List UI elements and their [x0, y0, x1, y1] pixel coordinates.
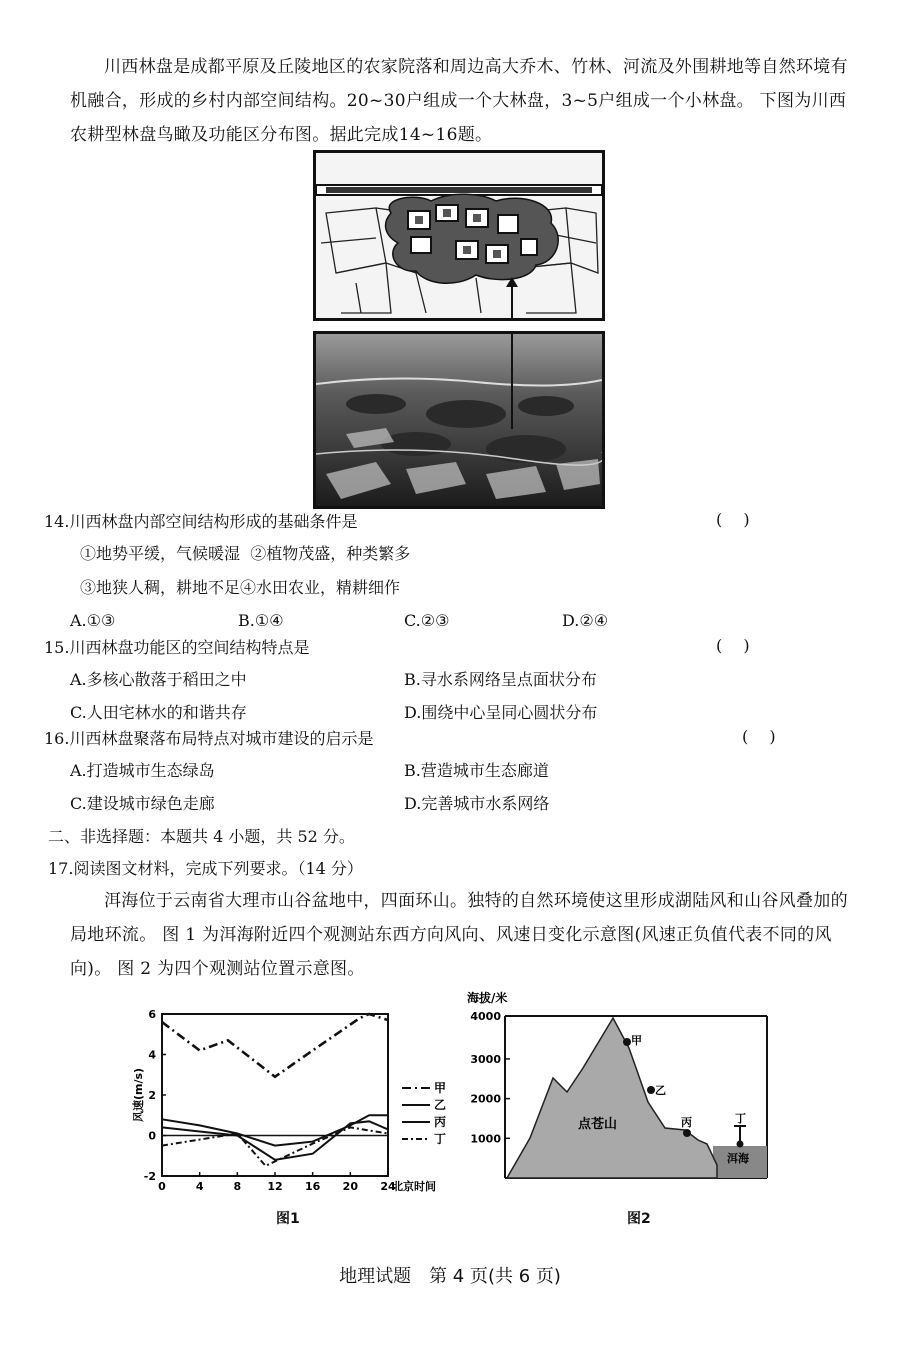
x-tick-label: 12 — [267, 1180, 283, 1193]
question-15-option-c[interactable]: C.人田宅林水的和谐共存 — [70, 703, 247, 722]
question-17-stem: 17.阅读图文材料，完成下列要求。（14 分） — [48, 859, 363, 878]
question-14-statement-3-4: ③地狭人稠，耕地不足④水田农业，精耕细作 — [80, 578, 401, 597]
question-16-option-d[interactable]: D.完善城市水系网络 — [404, 794, 550, 813]
figure-2-elevation-profile — [455, 990, 775, 1190]
y-tick-label: 6 — [148, 1008, 156, 1021]
x-tick-label: 20 — [342, 1180, 358, 1193]
figure-1-wind-chart — [130, 1000, 460, 1200]
question-15-answer-bracket[interactable]: ( ) — [716, 636, 758, 655]
diancang-mountain — [507, 1018, 717, 1178]
question-14-statement-1-2 — [80, 542, 410, 566]
mountain-label: 点苍山 — [578, 1117, 618, 1132]
question-15-stem: 15.川西林盘功能区的空间结构特点是 — [44, 638, 310, 657]
legend-label: 甲 — [434, 1081, 447, 1095]
question-14-answer-bracket[interactable]: ( ) — [716, 510, 758, 529]
figure-2-caption: 图2 — [627, 1211, 651, 1227]
question-17-material: 洱海位于云南省大理市山谷盆地中，四面环山。独特的自然环境使这里形成湖陆风和山谷风叠加的局地环流。 图 1 为洱海附近四个观测站东西方向风向、风速日变化示意图(风速正负值代表不同的风向)。 图 2 为四个观测站位置示意图。 — [70, 891, 848, 979]
legend-label: 丁 — [434, 1132, 447, 1146]
question-14-option-c[interactable]: C.②③ — [404, 611, 450, 630]
y-tick-label: 2 — [148, 1089, 156, 1102]
question-16-stem: 16.川西林盘聚落布局特点对城市建设的启示是 — [44, 729, 374, 748]
station-yi-label: 乙 — [655, 1084, 666, 1097]
linpan-aerial-photo — [313, 331, 605, 509]
elevation-tick-label: 2000 — [470, 1092, 501, 1106]
linpan-function-diagram — [313, 150, 605, 321]
station-ding-marker — [737, 1141, 744, 1148]
station-jia-marker — [623, 1038, 631, 1046]
x-tick-label: 24 — [380, 1180, 396, 1193]
station-bing-marker — [683, 1129, 691, 1137]
elevation-tick-label: 1000 — [470, 1132, 501, 1146]
figure-1-caption: 图1 — [276, 1211, 300, 1227]
question-16-option-b[interactable]: B.营造城市生态廊道 — [404, 761, 549, 780]
question-16-option-a[interactable]: A.打造城市生态绿岛 — [70, 761, 215, 780]
y-tick-label: 0 — [148, 1129, 156, 1143]
x-tick-label: 0 — [158, 1180, 166, 1193]
station-bing-label: 丙 — [681, 1116, 692, 1129]
station-ding-label: 丁 — [735, 1112, 746, 1125]
y-tick-label: -2 — [143, 1170, 156, 1183]
legend-label: 乙 — [434, 1098, 447, 1112]
question-14-option-b[interactable]: B.①④ — [238, 611, 284, 630]
station-jia-label: 甲 — [631, 1034, 642, 1047]
x-tick-label: 16 — [305, 1180, 321, 1193]
question-15-option-d[interactable]: D.围绕中心呈同心圆状分布 — [404, 703, 598, 722]
x-tick-label: 8 — [233, 1180, 242, 1193]
x-tick-label: 4 — [195, 1180, 204, 1193]
question-15-option-b[interactable]: B.寻水系网络呈点面状分布 — [404, 670, 597, 689]
question-15-option-a[interactable]: A.多核心散落于稻田之中 — [70, 670, 247, 689]
y-axis-label: 风速(m/s) — [132, 1067, 145, 1123]
question-14-option-a[interactable]: A.①③ — [70, 611, 116, 630]
y-tick-label: 4 — [148, 1048, 156, 1062]
question-14-option-d[interactable]: D.②④ — [562, 611, 609, 630]
page-footer: 地理试题 第 4 页(共 6 页) — [339, 1266, 561, 1287]
statement-1: ①地势平缓，气候暖湿 — [80, 544, 241, 563]
station-yi-marker — [647, 1086, 655, 1094]
question-16-option-c[interactable]: C.建设城市绿色走廊 — [70, 794, 215, 813]
question-14-stem: 14.川西林盘内部空间结构形成的基础条件是 — [44, 512, 358, 531]
question-16-answer-bracket[interactable]: ( ) — [742, 727, 784, 746]
statement-2: ②植物茂盛，种类繁多 — [250, 544, 411, 563]
series-line-甲 — [162, 1014, 388, 1077]
legend-label: 丙 — [434, 1115, 447, 1129]
lake-label: 洱海 — [727, 1152, 749, 1165]
figure-2-ylabel: 海拔/米 — [467, 991, 508, 1005]
elevation-tick-label: 3000 — [470, 1052, 501, 1066]
elevation-tick-label: 4000 — [470, 1010, 501, 1023]
series-line-丙 — [162, 1121, 388, 1159]
intro-paragraph: 川西林盘是成都平原及丘陵地区的农家院落和周边高大乔木、竹林、河流及外围耕地等自然环境有机融合，形成的乡村内部空间结构。20~30户组成一个大林盘，3~5户组成一个小林盘。 下图为川西农耕型林盘鸟瞰及功能区分布图。据此完成14~16题。 — [70, 57, 848, 145]
x-axis-label: 北京时间 — [392, 1180, 436, 1193]
section-2-heading: 二、非选择题：本题共 4 小题，共 52 分。 — [48, 827, 355, 846]
